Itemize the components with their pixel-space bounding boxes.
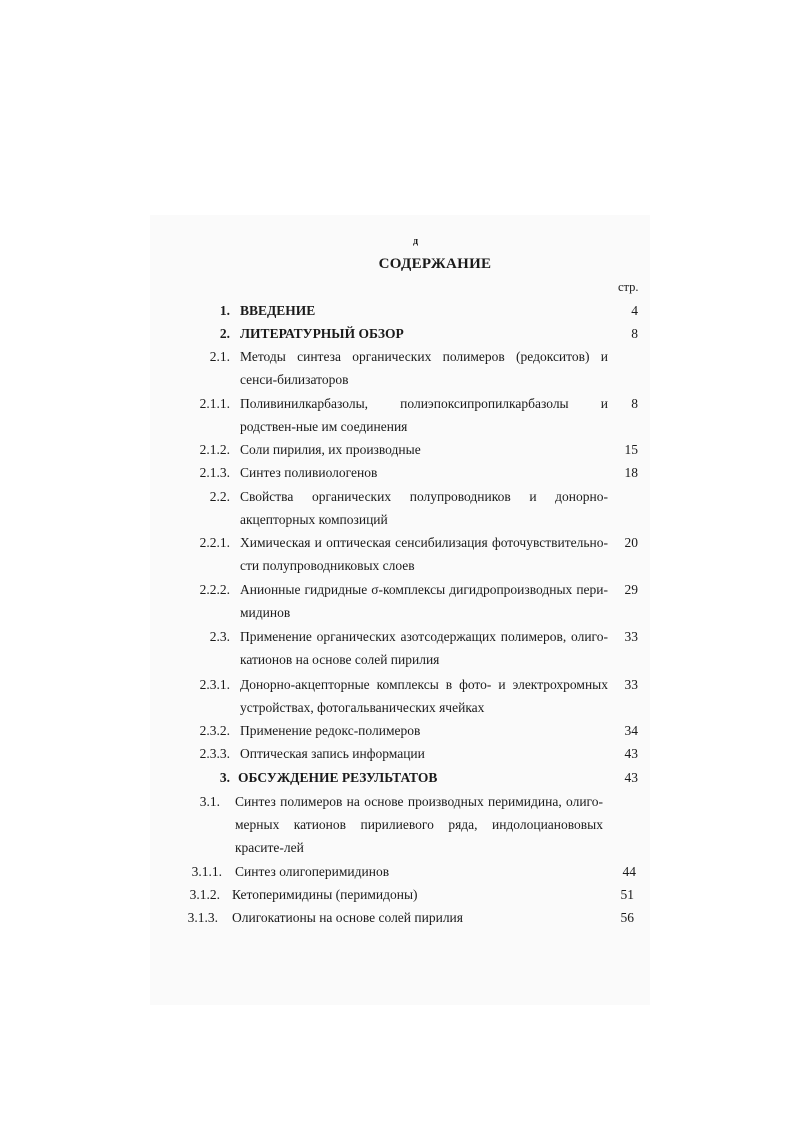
- toc-entry-title: Свойства органических полупроводников и донорно-акцепторных композиций: [240, 489, 608, 527]
- toc-entry-title: Химическая и оптическая сенсибилизация фоточувствительно-сти полупроводниковых слоев: [240, 535, 608, 573]
- toc-entry-page: 43: [624, 770, 638, 785]
- toc-entry-page: 8: [631, 396, 638, 411]
- toc-entry-title: Синтез полимеров на основе производных перимидина, олиго-мерных катионов пирилиевого ряда, индолоцианововых красите-лей: [235, 794, 603, 855]
- toc-entry-page: 4: [631, 303, 638, 318]
- toc-entry-number: 3.1.1.: [191, 864, 222, 879]
- toc-entry-page: 33: [624, 677, 638, 692]
- toc-entry-page: 20: [624, 535, 638, 550]
- toc-entry-title: ВВЕДЕНИЕ: [240, 303, 316, 318]
- toc-entry-number: 3.1.3.: [187, 910, 218, 925]
- toc-entry-page: 44: [622, 864, 636, 879]
- toc-entry-number: 2.2.: [209, 489, 230, 504]
- toc-entry-title: Синтез олигоперимидинов: [235, 864, 390, 879]
- page-column-label: стр.: [618, 280, 639, 294]
- toc-entry-title: Применение редокс-полимеров: [240, 723, 421, 738]
- toc-entry-page: 56: [620, 910, 634, 925]
- toc-entry-title: Применение органических азотсодержащих полимеров, олиго-катионов на основе солей пирилия: [240, 629, 608, 667]
- toc-entry-number: 3.1.2.: [189, 887, 220, 902]
- toc-entry-title: Донорно-акцепторные комплексы в фото- и электрохромных устройствах, фотогальванических ячейках: [240, 677, 608, 715]
- toc-entry-page: 15: [624, 442, 638, 457]
- page-title: СОДЕРЖАНИЕ: [378, 256, 492, 272]
- toc-entry-number: 2.3.1.: [199, 677, 230, 692]
- toc-entry-title: Методы синтеза органических полимеров (редокситов) и сенси-билизаторов: [240, 349, 608, 387]
- toc-entry-page: 29: [624, 582, 638, 597]
- toc-entry-number: 2.2.2.: [199, 582, 230, 597]
- toc-entry-number: 2.1.2.: [199, 442, 230, 457]
- toc-entry-page: 34: [624, 723, 638, 738]
- toc-entry-number: 2.2.1.: [199, 535, 230, 550]
- toc-entry-title: ЛИТЕРАТУРНЫЙ ОБЗОР: [240, 326, 404, 341]
- toc-entry-number: 3.1.: [199, 794, 220, 809]
- toc-entry-title: Поливинилкарбазолы, полиэпоксипропилкарбазолы и родствен-ные им соединения: [240, 396, 608, 434]
- toc-entry-title: Олигокатионы на основе солей пирилия: [232, 910, 463, 925]
- toc-entry-page: 43: [624, 746, 638, 761]
- toc-entry-page: 33: [624, 629, 638, 644]
- toc-entry-page: 51: [620, 887, 634, 902]
- header-mark: д: [413, 236, 419, 247]
- toc-entry-title: Анионные гидридные σ-комплексы дигидропроизводных пери-мидинов: [240, 582, 608, 620]
- toc-entry-number: 3.: [219, 770, 230, 785]
- toc-entry-number: 2.3.2.: [199, 723, 230, 738]
- toc-entry-page: 18: [624, 465, 638, 480]
- toc-entry-title: Кетоперимидины (перимидоны): [232, 887, 418, 902]
- toc-entry-number: 2.3.: [209, 629, 230, 644]
- toc-entry-title: Соли пирилия, их производные: [240, 442, 421, 457]
- toc-entry-number: 2.1.: [209, 349, 230, 364]
- toc-entry-number: 2.: [219, 326, 230, 341]
- toc-entry-title: Синтез поливиологенов: [240, 465, 378, 480]
- toc-entry-number: 2.3.3.: [199, 746, 230, 761]
- toc-entry-number: 2.1.1.: [199, 396, 230, 411]
- toc-entry-number: 2.1.3.: [199, 465, 230, 480]
- toc-entry-title: Оптическая запись информации: [240, 746, 425, 761]
- toc-entry-title: ОБСУЖДЕНИЕ РЕЗУЛЬТАТОВ: [238, 770, 438, 785]
- toc-entry-number: 1.: [219, 303, 230, 318]
- toc-entry-page: 8: [631, 326, 638, 341]
